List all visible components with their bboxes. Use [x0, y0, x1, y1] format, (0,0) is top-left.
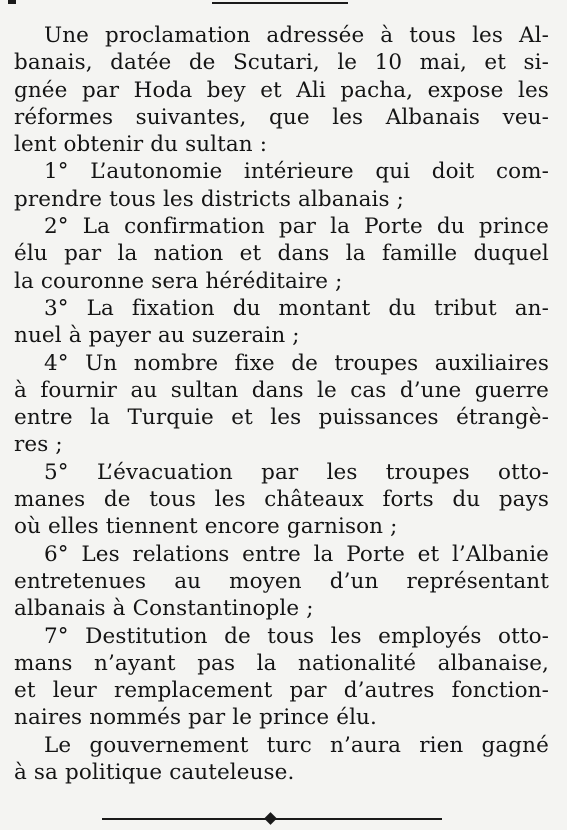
word: ; [292, 323, 300, 349]
word: turc [266, 732, 312, 758]
word: naires [14, 705, 83, 731]
word: obtenir [63, 132, 144, 158]
word: le [317, 377, 337, 403]
text-line [14, 732, 549, 759]
word: Destitution [85, 623, 208, 649]
word: prendre [14, 186, 103, 212]
word: lent [14, 132, 57, 158]
word: à [68, 323, 82, 349]
word: au [130, 377, 158, 403]
word: fournir [40, 377, 118, 403]
word: entretenues [14, 568, 147, 594]
word: entre [242, 541, 301, 567]
word: payer [88, 323, 151, 349]
text-line [14, 104, 549, 131]
word: datée [110, 50, 172, 76]
text-line [14, 131, 549, 158]
word: sera [151, 268, 199, 294]
word: de [291, 350, 318, 376]
word: dans [251, 377, 304, 403]
word: moyen [229, 568, 302, 594]
word: nuel [14, 323, 62, 349]
word: au [157, 323, 185, 349]
word: sa [33, 760, 58, 786]
word: les [326, 459, 358, 485]
word: du [232, 295, 261, 321]
text-line [14, 158, 549, 185]
text-line [14, 186, 549, 213]
word: pacha, [340, 77, 414, 103]
word: si- [523, 50, 549, 76]
word: nommés [89, 705, 182, 731]
word: et [417, 541, 440, 567]
word: représentant [406, 568, 549, 594]
word: du [150, 132, 179, 158]
word: L’évacuation [96, 459, 233, 485]
word: qui [375, 159, 411, 185]
word: ; [55, 432, 63, 458]
word: héréditaire [205, 268, 329, 294]
text-line [14, 240, 549, 267]
top-left-mark [8, 0, 16, 4]
word: la [330, 214, 351, 240]
text-line [14, 22, 549, 49]
word: montant [278, 295, 371, 321]
word: pas [197, 650, 236, 676]
word: banais, [14, 50, 93, 76]
word: par [261, 459, 299, 485]
text-line [14, 513, 549, 540]
word: tous [409, 23, 457, 48]
word: employés [378, 623, 482, 649]
word: Ali [296, 77, 326, 103]
word: Constantinople [132, 596, 300, 622]
word: Hoda [133, 77, 193, 103]
word: tous [109, 186, 156, 212]
word: an- [514, 295, 549, 321]
text-line [14, 268, 549, 295]
word: la [256, 650, 277, 676]
text-line [14, 677, 549, 704]
word: prince [259, 705, 330, 731]
word: et [231, 405, 253, 431]
word: réformes [14, 104, 114, 130]
text-line [14, 568, 549, 595]
word: ; [306, 596, 314, 622]
word: par [64, 241, 102, 267]
word: Les [81, 541, 120, 567]
word: 2° [44, 214, 69, 240]
word: otto- [498, 459, 549, 485]
word: suivantes, [135, 104, 247, 130]
word: élu [14, 241, 48, 267]
word: le [337, 50, 358, 76]
top-separator-rule [212, 2, 348, 4]
word: prince [478, 214, 549, 240]
word: du [452, 487, 481, 513]
text-line [14, 759, 549, 786]
word: les [214, 487, 246, 513]
word: d’un [329, 568, 379, 594]
word: intérieure [243, 159, 354, 185]
word: elles [48, 514, 99, 540]
word: Porte [364, 214, 423, 240]
word: nationalité [298, 650, 417, 676]
text-line [14, 486, 549, 513]
word: remplacement [113, 678, 273, 704]
text-line [14, 459, 549, 486]
word: couronne [40, 268, 145, 294]
word: encore [204, 514, 280, 540]
word: districts [200, 186, 291, 212]
word: par [278, 214, 317, 240]
word: ; [335, 268, 343, 294]
word: où [14, 514, 41, 540]
word: Turquie [127, 405, 214, 431]
word: n’ayant [94, 650, 176, 676]
text-line [14, 213, 549, 240]
text-line [14, 595, 549, 622]
text-line [14, 350, 549, 377]
word: cauteleuse. [169, 760, 295, 786]
word: L’autonomie [90, 159, 223, 185]
word: d’une [399, 377, 462, 403]
word: cas [350, 377, 387, 403]
word: de [224, 623, 251, 649]
text-line [14, 77, 549, 104]
word: : [259, 132, 268, 158]
word: les [472, 23, 503, 48]
text-line [14, 377, 549, 404]
word: la [117, 241, 138, 267]
text-line [14, 704, 549, 731]
word: à [14, 760, 27, 786]
word: tous [149, 487, 197, 513]
word: et [14, 678, 36, 704]
word: troupes [385, 459, 470, 485]
word: 3° [44, 295, 69, 321]
word: La [82, 214, 111, 240]
word: les [330, 623, 362, 649]
word: albanais [14, 596, 106, 622]
word: veu- [502, 104, 549, 130]
word: du [388, 295, 417, 321]
text-line [14, 322, 549, 349]
word: mans [14, 650, 73, 676]
word: châteaux [264, 487, 364, 513]
word: par [188, 705, 226, 731]
word: manes [14, 487, 86, 513]
word: la [345, 241, 366, 267]
word: relations [132, 541, 230, 567]
word: n’aura [330, 732, 402, 758]
word: nation [153, 241, 224, 267]
word: tiennent [105, 514, 198, 540]
word: Porte [346, 541, 405, 567]
separator-diamond-ornament [264, 812, 277, 825]
word: le [232, 705, 253, 731]
word: 5° [44, 459, 69, 485]
word: d’autres [343, 678, 435, 704]
word: sultan [170, 377, 239, 403]
word: nombre [133, 350, 219, 376]
word: troupes [334, 350, 419, 376]
word: à [112, 596, 126, 622]
word: les [517, 77, 549, 103]
word: garnison [286, 514, 384, 540]
word: bey [206, 77, 246, 103]
word: de [103, 487, 131, 513]
word: ; [390, 514, 398, 540]
word: leur [52, 678, 97, 704]
word: duquel [473, 241, 549, 267]
word: par [81, 77, 120, 103]
text-line [14, 49, 549, 76]
text-line [14, 431, 549, 458]
word: adressée [266, 23, 365, 48]
text-line [14, 295, 549, 322]
word: albanaise, [437, 650, 549, 676]
word: du [436, 214, 465, 240]
word: 10 [374, 50, 403, 76]
word: l’Albanie [451, 541, 549, 567]
text-line [14, 541, 549, 568]
word: et [260, 77, 282, 103]
word: forts [382, 487, 434, 513]
word: les [270, 405, 302, 431]
word: étrangè- [456, 405, 549, 431]
word: Al- [518, 23, 549, 48]
word: sultan [185, 132, 253, 158]
word: gouvernement [89, 732, 249, 758]
word: 4° [44, 350, 69, 376]
word: Le [44, 732, 72, 758]
word: Scutari, [232, 50, 320, 76]
word: otto- [498, 623, 549, 649]
word: doit [431, 159, 475, 185]
word: les [162, 186, 194, 212]
text-line [14, 404, 549, 431]
word: 7° [44, 623, 69, 649]
word: albanais [297, 186, 390, 212]
text-line [14, 650, 549, 677]
article-text [14, 22, 549, 786]
word: rien [419, 732, 464, 758]
text-line [14, 623, 549, 650]
word: La [86, 295, 114, 321]
word: famille [381, 241, 458, 267]
word: dans [277, 241, 330, 267]
word: puissances [318, 405, 439, 431]
word: au [174, 568, 202, 594]
word: mai, [419, 50, 467, 76]
word: auxiliaires [434, 350, 549, 376]
word: ; [396, 186, 404, 212]
word: Albanais [385, 104, 481, 130]
word: pays [498, 487, 549, 513]
word: 1° [44, 159, 69, 185]
word: les [332, 104, 364, 130]
word: tous [267, 623, 315, 649]
word: à [380, 23, 394, 48]
word: confirmation [124, 214, 265, 240]
word: tribut [434, 295, 497, 321]
word: Un [85, 350, 118, 376]
word: gnée [14, 77, 68, 103]
word: la [14, 268, 34, 294]
word: par [289, 678, 327, 704]
word: expose [427, 77, 504, 103]
word: que [269, 104, 310, 130]
word: guerre [474, 377, 549, 403]
word: de [188, 50, 216, 76]
word: com- [495, 159, 549, 185]
word: et [239, 241, 262, 267]
word: entre [14, 405, 73, 431]
word: fonction- [451, 678, 549, 704]
word: et [484, 50, 506, 76]
word: la [90, 405, 111, 431]
word: Une [44, 23, 89, 48]
word: la [313, 541, 334, 567]
word: suzerain [191, 323, 286, 349]
word: fixe [234, 350, 275, 376]
word: politique [64, 760, 163, 786]
word: élu. [336, 705, 377, 731]
word: fixation [131, 295, 215, 321]
word: à [14, 377, 27, 403]
word: proclamation [104, 23, 251, 48]
word: 6° [44, 541, 69, 567]
word: gagné [481, 732, 549, 758]
word: res [14, 432, 49, 458]
